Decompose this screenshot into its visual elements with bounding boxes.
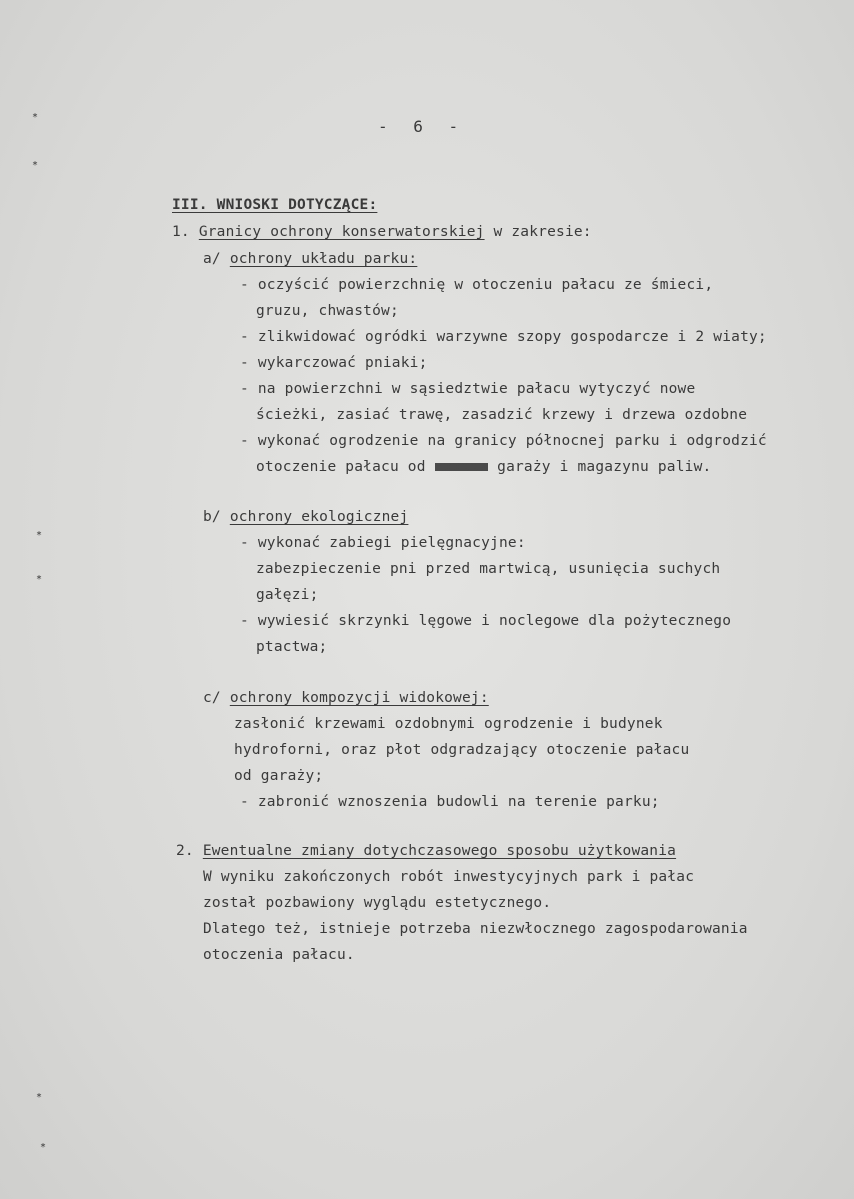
subsection-c-label: c/ bbox=[203, 690, 221, 706]
subsection-a-line bbox=[256, 458, 711, 476]
subsection-b-line: ptactwa; bbox=[256, 639, 328, 655]
section-heading: III. WNIOSKI DOTYCZĄCE: bbox=[172, 197, 378, 213]
margin-mark: * bbox=[32, 160, 39, 171]
subsection-a-title: ochrony układu parku: bbox=[229, 251, 418, 267]
item2-title: Ewentualne zmiany dotychczasowego sposobu użytkowania bbox=[202, 843, 677, 859]
subsection-a-last-start: otoczenie pałacu od bbox=[256, 459, 435, 475]
subsection-c-line: od garaży; bbox=[234, 768, 324, 784]
item1-heading bbox=[172, 223, 592, 241]
item2-heading bbox=[176, 842, 676, 860]
item2-line: W wyniku zakończonych robót inwestycyjnych park i pałac bbox=[203, 869, 695, 885]
item2-line: został pozbawiony wyglądu estetycznego. bbox=[203, 895, 552, 911]
subsection-b-line: - wywiesić skrzynki lęgowe i noclegowe dla pożytecznego bbox=[240, 613, 732, 629]
subsection-a-last-end: garaży i magazynu paliw. bbox=[488, 459, 712, 475]
struck-out-text: xxxxxx bbox=[434, 459, 489, 475]
subsection-c-title: ochrony kompozycji widokowej: bbox=[229, 690, 489, 706]
subsection-a-line: ścieżki, zasiać trawę, zasadzić krzewy i drzewa ozdobne bbox=[256, 407, 748, 423]
subsection-c-line: zasłonić krzewami ozdobnymi ogrodzenie i budynek bbox=[234, 716, 663, 732]
margin-mark: * bbox=[40, 1142, 47, 1153]
subsection-c-line: - zabronić wznoszenia budowli na terenie parku; bbox=[240, 794, 660, 810]
subsection-a-line: - na powierzchni w sąsiedztwie pałacu wytyczyć nowe bbox=[240, 381, 696, 397]
page-number: - 6 - bbox=[378, 117, 467, 136]
subsection-b-heading bbox=[203, 508, 408, 526]
margin-mark: * bbox=[36, 574, 43, 585]
subsection-b-line: gałęzi; bbox=[256, 587, 319, 603]
item2-number: 2. bbox=[176, 843, 194, 859]
item1-number: 1. bbox=[172, 224, 190, 240]
margin-mark: * bbox=[36, 530, 43, 541]
item2-line: otoczenia pałacu. bbox=[203, 947, 355, 963]
subsection-a-line: - zlikwidować ogródki warzywne szopy gospodarcze i 2 wiaty; bbox=[240, 329, 767, 345]
item1-title-rest: w zakresie: bbox=[484, 224, 592, 240]
item2-line: Dlatego też, istnieje potrzeba niezwłocznego zagospodarowania bbox=[203, 921, 748, 937]
item1-title: Granicy ochrony konserwatorskiej bbox=[198, 224, 485, 240]
subsection-a-line: - wykonać ogrodzenie na granicy północnej parku i odgrodzić bbox=[240, 433, 767, 449]
subsection-b-line: zabezpieczenie pni przed martwicą, usunięcia suchych bbox=[256, 561, 721, 577]
subsection-a-line: - wykarczować pniaki; bbox=[240, 355, 428, 371]
margin-mark: * bbox=[32, 112, 39, 123]
subsection-b-title: ochrony ekologicznej bbox=[229, 509, 409, 525]
subsection-c-heading bbox=[203, 689, 489, 707]
subsection-a-label: a/ bbox=[203, 251, 221, 267]
subsection-a-line: - oczyścić powierzchnię w otoczeniu pałacu ze śmieci, bbox=[240, 277, 714, 293]
margin-mark: * bbox=[36, 1092, 43, 1103]
subsection-b-label: b/ bbox=[203, 509, 221, 525]
subsection-b-line: - wykonać zabiegi pielęgnacyjne: bbox=[240, 535, 526, 551]
subsection-c-line: hydroforni, oraz płot odgradzający otoczenie pałacu bbox=[234, 742, 690, 758]
subsection-a-heading bbox=[203, 250, 417, 268]
subsection-a-line: gruzu, chwastów; bbox=[256, 303, 399, 319]
